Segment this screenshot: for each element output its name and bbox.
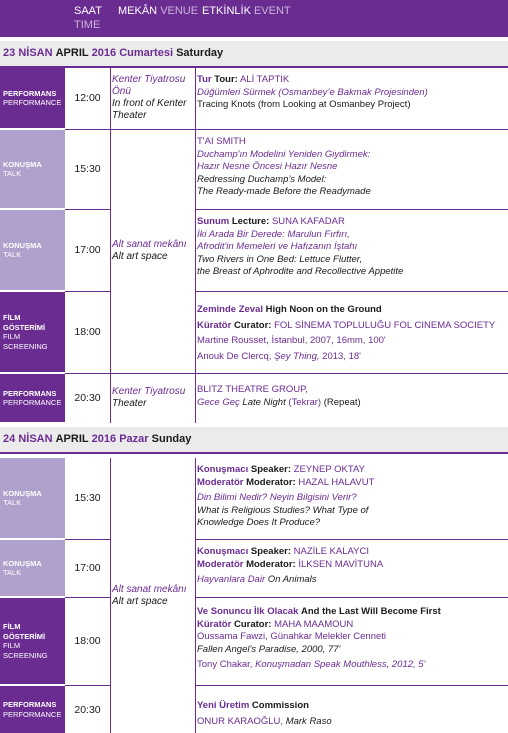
row-divider xyxy=(195,209,508,210)
category-film-screening: FİLM GÖSTERİMİ FILM SCREENING xyxy=(0,292,65,372)
row-divider xyxy=(195,685,508,686)
event-header-tr: ETKİNLİK xyxy=(202,5,251,17)
row-divider xyxy=(65,373,508,374)
time-cell: 18:00 xyxy=(74,635,101,647)
event-cell: T'AI SMITH Duchamp'ın Modelini Yeniden Giydirmek: Hazır Nesne Öncesi Hazır Nesne Redressing Duchamp’s Model: The Ready-made Before the Readymade xyxy=(197,136,371,197)
column-divider xyxy=(110,458,111,733)
event-cell: Yeni Üretim Commission ONUR KARAOĞLU, Mark Raso xyxy=(197,700,332,727)
category-talk: KONUŞMA TALK xyxy=(0,210,65,290)
event-cell: Ve Sonuncu İlk Olacak And the Last Will Become First Küratör Curator: MAHA MAAMOUN Oussama Fawzi, Günahkar Melekler Cenneti Fallen Angel’s Paradise, 2000, 77' Tony Chakar, Konuşmadan Speak Mouthless, 2012, 5' xyxy=(197,606,441,670)
column-header xyxy=(0,0,508,37)
category-talk: KONUŞMA TALK xyxy=(0,130,65,208)
category-film-screening: FİLM GÖSTERİMİ FILM SCREENING xyxy=(0,598,65,684)
time-header-tr: SAAT xyxy=(74,5,102,17)
time-cell: 15:30 xyxy=(74,492,101,504)
event-cell: Konuşmacı Speaker: ZEYNEP OKTAY Moderatör Moderator: HAZAL HALAVUT Din Bilimi Nedir? Neyin Bilgisini Verir? What is Religious Studies? What Type of Knowledge Does It Produce? xyxy=(197,464,375,528)
day-heading-23: 23 NİSAN APRIL 2016 Cumartesi Saturday xyxy=(0,41,508,68)
event-cell: BLITZ THEATRE GROUP, Gece Geç Late Night (Tekrar) (Repeat) xyxy=(197,384,361,408)
row-divider xyxy=(195,291,508,292)
event-cell: Konuşmacı Speaker: NAZİLE KALAYCI Moderatör Moderator: İLKSEN MAVİTUNA Hayvanlara Dair On Animals xyxy=(197,546,384,585)
event-cell: Zeminde Zeval High Noon on the Ground Küratör Curator: FOL SİNEMA TOPLULUĞU FOL CINEMA SOCIETY Martine Rousset, İstanbul, 2007, 16mm, 100' Anouk De Clercq, Şey Thing, 2013, 18' xyxy=(197,304,496,362)
time-cell: 12:00 xyxy=(74,92,101,104)
day-heading-24: 24 NİSAN APRIL 2016 Pazar Sunday xyxy=(0,427,508,454)
event-header-en: EVENT xyxy=(253,5,291,17)
row-divider xyxy=(65,597,110,598)
row-divider xyxy=(195,539,508,540)
category-performance: PERFORMANS PERFORMANCE xyxy=(0,374,65,422)
venue-cell-shared: Alt sanat mekânı Alt art space xyxy=(112,239,187,262)
event-cell: Sunum Lecture: SUNA KAFADAR İki Arada Bir Derede: Marulun Fırfırı, Afrodit'in Memeleri ve Hafızanın İştahı Two Rivers in One Bed: Lettuce Flutter, the Breast of Aphrodite and Recollective Appetite xyxy=(197,216,404,277)
row-divider xyxy=(65,539,110,540)
time-cell: 17:00 xyxy=(74,562,101,574)
venue-header-en: VENUE xyxy=(160,5,199,17)
category-talk: KONUŞMA TALK xyxy=(0,540,65,596)
time-cell: 20:30 xyxy=(74,392,101,404)
column-divider xyxy=(195,68,196,423)
time-cell: 15:30 xyxy=(74,163,101,175)
category-performance: PERFORMANS PERFORMANCE xyxy=(0,686,65,733)
row-divider xyxy=(65,291,110,292)
time-cell: 20:30 xyxy=(74,703,101,716)
venue-header-tr: MEKÂN xyxy=(118,5,158,17)
time-cell: 18:00 xyxy=(74,326,101,338)
column-divider xyxy=(110,68,111,423)
column-divider xyxy=(195,458,196,733)
row-divider xyxy=(65,129,508,130)
time-header-en: TIME xyxy=(74,19,101,31)
venue-cell-shared: Alt sanat mekânı Alt art space xyxy=(112,583,187,607)
category-talk: KONUŞMA TALK xyxy=(0,458,65,538)
venue-cell: Kenter Tiyatrosu Theater xyxy=(112,386,186,409)
row-divider xyxy=(65,209,110,210)
time-cell: 17:00 xyxy=(74,244,101,256)
venue-cell: Kenter Tiyatrosu Önü In front of Kenter Theater xyxy=(112,74,187,121)
row-divider xyxy=(195,597,508,598)
category-performance: PERFORMANS PERFORMANCE xyxy=(0,68,65,128)
event-cell: Tur Tour: ALİ TAPTIK Düğümleri Sürmek (Osmanbey’e Bakmak Projesinden) Tracing Knots (from Looking at Osmanbey Project) xyxy=(197,74,428,110)
row-divider xyxy=(65,685,110,686)
